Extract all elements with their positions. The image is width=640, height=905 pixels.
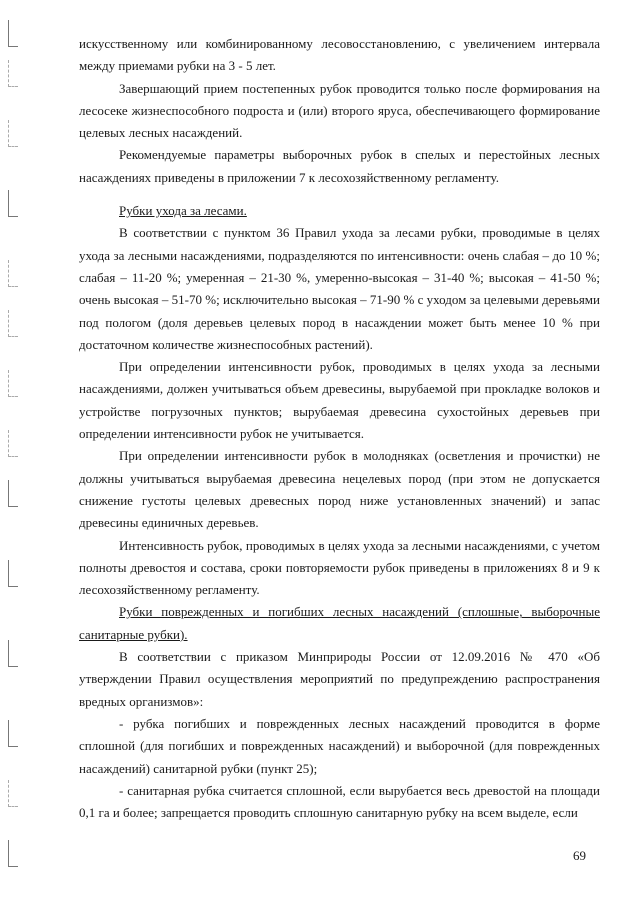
margin-mark: [8, 310, 18, 337]
document-body: [79, 33, 600, 824]
margin-mark: [8, 720, 18, 747]
paragraph-recommended-params: Рекомендуемые параметры выборочных рубок в спелых и перестойных лесных насаждениях приведены в приложении 7 к лесохозяйственному регламенту.: [79, 147, 600, 185]
margin-mark: [8, 560, 18, 587]
page-number: 69: [573, 848, 586, 863]
paragraph-intensity-volume: При определении интенсивности рубок, проводимых в целях ухода за лесными насаждениями, должен учитываться объем древесины, вырубаемой при прокладке волоков и устройстве погрузочных пунктов; вырубаемая древесина сухостойных деревьев при определении интенсивности рубок не учитывается.: [79, 359, 600, 442]
paragraph-young-stands: При определении интенсивности рубок в молодняках (осветления и прочистки) не должны учитываться вырубаемая древесина нецелевых пород (при этом не допускается снижение густоты целевых древесных пород ниже установленных значений) и запас древесины единичных деревьев.: [79, 448, 600, 531]
margin-mark: [8, 780, 18, 807]
margin-mark: [8, 60, 18, 87]
margin-mark: [8, 430, 18, 457]
margin-mark: [8, 640, 18, 667]
section-heading-thinning: [79, 200, 600, 222]
margin-mark: [8, 120, 18, 147]
paragraph-intensity-classes: В соответствии с пунктом 36 Правил ухода за лесами рубки, проводимые в целях ухода за лесными насаждениями, подразделяются по интенсивности: очень слабая – до 10 %; слабая – 11-20 %; умеренная – 21-30 %, умеренно-высокая – 31-40 %; высокая – 41-50 %; очень высокая – 51-70 %; исключительно высокая – 71-90 % с уходом за целевыми деревьями под пологом (доля деревьев целевых пород в насаждении может быть менее 10 % при достаточном количестве жизнеспособных растений).: [79, 225, 600, 352]
paragraph-intensity-appendix: Интенсивность рубок, проводимых в целях ухода за лесными насаждениями, с учетом полноты древостоя и состава, сроки повторяемости рубок приведены в приложениях 8 и 9 к лесохозяйственному регламенту.: [79, 537, 600, 598]
section-heading-sanitary: [79, 601, 600, 646]
margin-mark: [8, 190, 18, 217]
paragraph-order-reference: В соответствии с приказом Минприроды России от 12.09.2016 № 470 «Об утверждении Правил осуществления мероприятий по предупреждению распространения вредных организмов»:: [79, 649, 600, 709]
binding-margin-marks: [8, 20, 22, 890]
margin-mark: [8, 370, 18, 397]
list-item-clear-cut-definition: - санитарная рубка считается сплошной, если вырубается весь древостой на площади 0,1 га и более; запрещается проводить сплошную санитарную рубку на всем выделе, если: [79, 782, 600, 821]
margin-mark: [8, 20, 18, 47]
section-heading-sanitary-text: Рубки поврежденных и погибших лесных насаждений (сплошные, выборочные санитарные рубки).: [79, 604, 600, 642]
paragraph-continuation: искусственному или комбинированному лесовосстановлению, с увеличением интервала между приемами рубки на 3 - 5 лет.: [79, 36, 600, 74]
margin-mark: [8, 840, 18, 867]
paragraph-final-stage: Завершающий прием постепенных рубок проводится только после формирования на лесосеке жизнеспособного подроста и (или) второго яруса, обеспечивающего формирование целевых лесных насаждений.: [79, 80, 600, 141]
margin-mark: [8, 260, 18, 287]
margin-mark: [8, 480, 18, 507]
list-item-sanitary-forms: - рубка погибших и поврежденных лесных насаждений проводится в форме сплошной (для погибших и поврежденных насаждений) и выборочной (для поврежденных насаждений) санитарной рубки (пункт 25);: [79, 715, 600, 776]
section-heading-thinning-text: Рубки ухода за лесами.: [119, 203, 247, 219]
